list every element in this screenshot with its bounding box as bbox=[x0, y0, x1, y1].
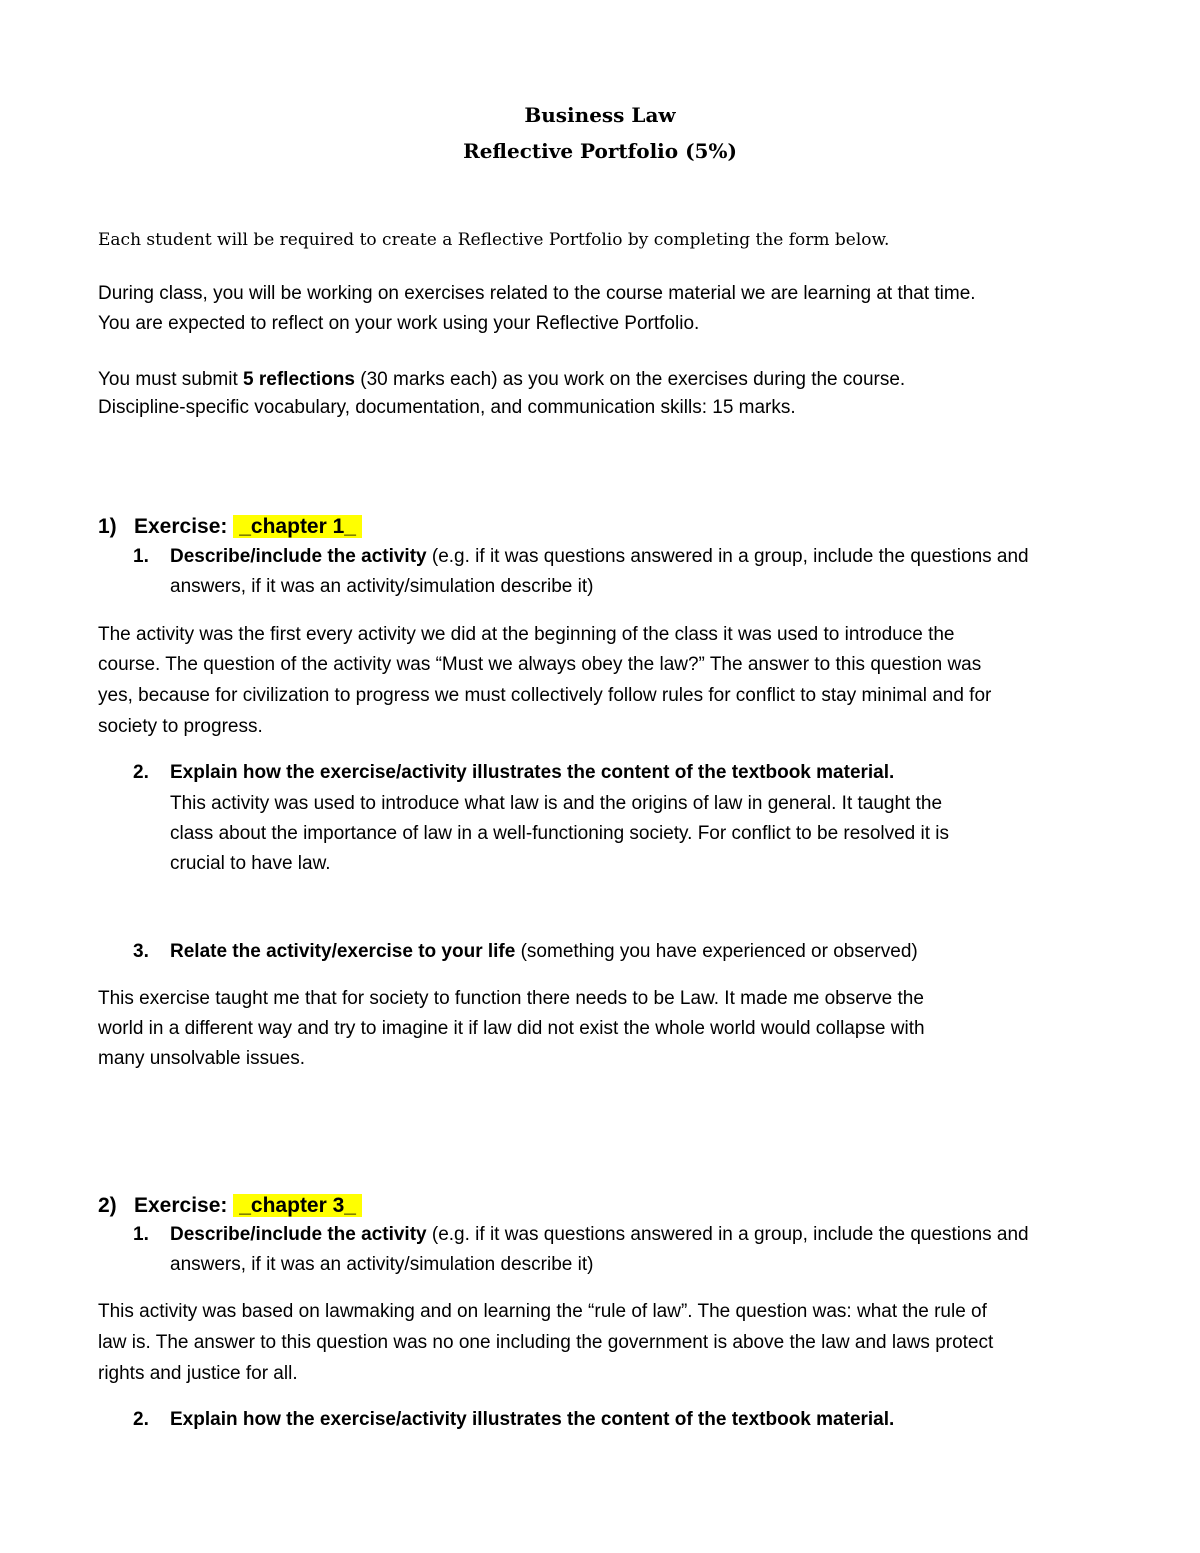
s2-q1-line-1 bbox=[170, 1223, 1029, 1247]
s1-q3-bold: Relate the activity/exercise to your life bbox=[170, 941, 516, 962]
s2-q1-bold: Describe/include the activity bbox=[170, 1224, 427, 1245]
s1-q1-rest: (e.g. if it was questions answered in a group, include the questions and bbox=[426, 546, 1029, 567]
s1-a1-line-4: society to progress. bbox=[98, 716, 263, 737]
s2-a1-line-1: This activity was based on lawmaking and on learning the “rule of law”. The question was: what the rule of bbox=[98, 1301, 987, 1322]
document-subtitle: Reflective Portfolio (5%) bbox=[463, 139, 737, 163]
intro-paragraph-4: Discipline-specific vocabulary, documentation, and communication skills: 15 marks. bbox=[98, 397, 796, 418]
s1-q3-heading bbox=[170, 940, 918, 964]
s2-a1-line-3: rights and justice for all. bbox=[98, 1363, 298, 1384]
section-1-heading bbox=[98, 514, 362, 540]
s1-a1-line-1: The activity was the first every activity we did at the beginning of the class it was used to introduce the bbox=[98, 624, 955, 645]
s1-q2-heading bbox=[170, 761, 894, 785]
document-title: Business Law bbox=[524, 103, 676, 127]
section-1-label: Exercise: bbox=[134, 515, 228, 538]
section-2-label: Exercise: bbox=[134, 1194, 228, 1217]
intro-paragraph-2-line-2: You are expected to reflect on your work using your Reflective Portfolio. bbox=[98, 313, 700, 334]
s1-q1-bold: Describe/include the activity bbox=[170, 546, 427, 567]
intro-p3-post: (30 marks each) as you work on the exercises during the course. bbox=[354, 369, 906, 390]
s1-q2-bold: Explain how the exercise/activity illustrates the content of the textbook material. bbox=[170, 762, 895, 783]
s1-a2-line-3: crucial to have law. bbox=[170, 853, 331, 874]
s2-q2-heading bbox=[170, 1408, 894, 1432]
section-2-heading bbox=[98, 1193, 362, 1219]
intro-p3-bold: 5 reflections bbox=[243, 369, 355, 390]
section-1-number: 1) bbox=[98, 515, 117, 538]
s1-q1-line-1 bbox=[170, 545, 1029, 569]
s2-a1-line-2: law is. The answer to this question was no one including the government is above the law and laws protect bbox=[98, 1332, 994, 1353]
s2-q2-number: 2. bbox=[133, 1409, 149, 1430]
intro-paragraph-1: Each student will be required to create a Reflective Portfolio by completing the form below. bbox=[98, 230, 890, 250]
s2-q1-line-2: answers, if it was an activity/simulation describe it) bbox=[170, 1254, 594, 1275]
s1-q1-line-2: answers, if it was an activity/simulation describe it) bbox=[170, 576, 594, 597]
s1-a2-line-2: class about the importance of law in a well-functioning society. For conflict to be resolved it is bbox=[170, 823, 950, 844]
s1-a3-line-1: This exercise taught me that for society to function there needs to be Law. It made me observe the bbox=[98, 988, 924, 1009]
s1-q3-number: 3. bbox=[133, 941, 149, 962]
s1-a3-line-3: many unsolvable issues. bbox=[98, 1048, 305, 1069]
section-1-chapter: _chapter 1_ bbox=[233, 515, 362, 538]
section-2-number: 2) bbox=[98, 1194, 117, 1217]
intro-paragraph-2-line-1: During class, you will be working on exercises related to the course material we are learning at that time. bbox=[98, 283, 976, 304]
section-2-chapter: _chapter 3_ bbox=[233, 1194, 362, 1217]
intro-p3-pre: You must submit bbox=[98, 369, 244, 390]
s1-a3-line-2: world in a different way and try to imagine it if law did not exist the whole world would collapse with bbox=[98, 1018, 925, 1039]
s1-a1-line-3: yes, because for civilization to progress we must collectively follow rules for conflict to stay minimal and for bbox=[98, 685, 992, 706]
s2-q1-number: 1. bbox=[133, 1224, 149, 1245]
s1-a2-line-1: This activity was used to introduce what law is and the origins of law in general. It taught the bbox=[170, 793, 943, 814]
s1-q1-number: 1. bbox=[133, 546, 149, 567]
intro-paragraph-3 bbox=[98, 368, 905, 392]
s1-a1-line-2: course. The question of the activity was “Must we always obey the law?” The answer to this question was bbox=[98, 654, 982, 675]
s1-q2-number: 2. bbox=[133, 762, 149, 783]
s2-q1-rest: (e.g. if it was questions answered in a group, include the questions and bbox=[426, 1224, 1029, 1245]
s1-q3-rest: (something you have experienced or observed) bbox=[515, 941, 918, 962]
s2-q2-bold: Explain how the exercise/activity illustrates the content of the textbook material. bbox=[170, 1409, 895, 1430]
